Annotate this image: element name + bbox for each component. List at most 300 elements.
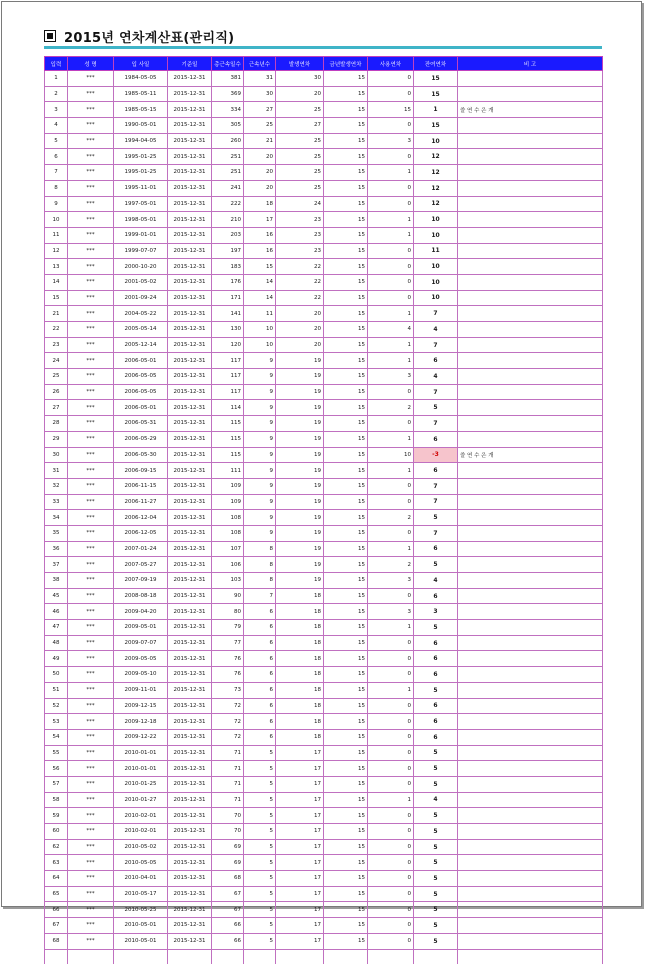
cell-remarks bbox=[458, 667, 603, 683]
cell-remaining: 4 bbox=[414, 369, 458, 385]
cell-this-year: 15 bbox=[324, 102, 368, 118]
cell-this-year: 15 bbox=[324, 776, 368, 792]
cell-total-days: 76 bbox=[212, 651, 244, 667]
cell-name: *** bbox=[68, 149, 114, 165]
cell-accrued: 19 bbox=[276, 447, 324, 463]
table-row bbox=[45, 212, 603, 228]
title-row bbox=[44, 26, 234, 46]
cell-name: *** bbox=[68, 698, 114, 714]
cell-base-date: 2015-12-31 bbox=[168, 384, 212, 400]
cell-accrued: 30 bbox=[276, 71, 324, 87]
cell-total-days: 107 bbox=[212, 541, 244, 557]
cell-hire-date: 2009-05-10 bbox=[114, 667, 168, 683]
cell-used: 0 bbox=[368, 933, 414, 949]
cell-this-year: 15 bbox=[324, 243, 368, 259]
cell-base-date: 2015-12-31 bbox=[168, 447, 212, 463]
cell-base-date: 2015-12-31 bbox=[168, 667, 212, 683]
cell-used: 1 bbox=[368, 212, 414, 228]
table-row bbox=[45, 71, 603, 87]
cell-name: *** bbox=[68, 102, 114, 118]
cell-remaining: 5 bbox=[414, 871, 458, 887]
cell-this-year: 15 bbox=[324, 698, 368, 714]
cell-name: *** bbox=[68, 353, 114, 369]
cell-remaining: 15 bbox=[414, 86, 458, 102]
cell-accrued: 19 bbox=[276, 573, 324, 589]
cell-total-days: 69 bbox=[212, 839, 244, 855]
cell-years: 15 bbox=[244, 259, 276, 275]
cell-remaining: 5 bbox=[414, 620, 458, 636]
cell-accrued: 18 bbox=[276, 714, 324, 730]
cell-no: 32 bbox=[45, 478, 68, 494]
cell-no: 3 bbox=[45, 102, 68, 118]
col-header-remaining: 잔여연차 bbox=[414, 57, 458, 71]
cell-remaining: 10 bbox=[414, 227, 458, 243]
cell-accrued: 25 bbox=[276, 149, 324, 165]
cell-remarks bbox=[458, 322, 603, 338]
cell-remaining: 10 bbox=[414, 259, 458, 275]
cell-remaining: 5 bbox=[414, 933, 458, 949]
cell-used: 0 bbox=[368, 761, 414, 777]
cell-years: 8 bbox=[244, 557, 276, 573]
table-row bbox=[45, 494, 603, 510]
cell-remarks bbox=[458, 180, 603, 196]
cell-no: 9 bbox=[45, 196, 68, 212]
cell-no: 57 bbox=[45, 776, 68, 792]
cell-this-year: 15 bbox=[324, 933, 368, 949]
cell-years: 9 bbox=[244, 431, 276, 447]
cell-no: 26 bbox=[45, 384, 68, 400]
cell-this-year: 15 bbox=[324, 620, 368, 636]
cell-name: *** bbox=[68, 400, 114, 416]
cell-remarks bbox=[458, 243, 603, 259]
cell-remaining: 15 bbox=[414, 118, 458, 134]
cell-total-days: 141 bbox=[212, 306, 244, 322]
cell-name: *** bbox=[68, 118, 114, 134]
cell-this-year: 15 bbox=[324, 557, 368, 573]
cell-years: 5 bbox=[244, 776, 276, 792]
cell-hire-date: 2006-05-31 bbox=[114, 416, 168, 432]
cell-accrued: 20 bbox=[276, 306, 324, 322]
cell-remarks bbox=[458, 149, 603, 165]
cell-this-year: 15 bbox=[324, 682, 368, 698]
cell-years: 5 bbox=[244, 871, 276, 887]
cell-hire-date: 2010-01-25 bbox=[114, 776, 168, 792]
table-row bbox=[45, 886, 603, 902]
cell-name: *** bbox=[68, 322, 114, 338]
cell-total-days: 67 bbox=[212, 886, 244, 902]
cell-base-date: 2015-12-31 bbox=[168, 243, 212, 259]
cell-total-days: 70 bbox=[212, 808, 244, 824]
cell-base-date: 2015-12-31 bbox=[168, 698, 212, 714]
cell-name: *** bbox=[68, 761, 114, 777]
col-header-this-year: 금년발생연차 bbox=[324, 57, 368, 71]
cell-this-year: 15 bbox=[324, 306, 368, 322]
cell-years: 9 bbox=[244, 369, 276, 385]
cell-years: 20 bbox=[244, 149, 276, 165]
cell-this-year: 15 bbox=[324, 824, 368, 840]
cell-used: 3 bbox=[368, 369, 414, 385]
cell-remaining: 10 bbox=[414, 274, 458, 290]
cell-this-year: 15 bbox=[324, 510, 368, 526]
cell-this-year: 15 bbox=[324, 463, 368, 479]
cell-accrued: 17 bbox=[276, 745, 324, 761]
cell-name: *** bbox=[68, 918, 114, 934]
cell-remaining: 4 bbox=[414, 322, 458, 338]
cell-this-year: 15 bbox=[324, 839, 368, 855]
cell-total-days: 183 bbox=[212, 259, 244, 275]
cell-accrued: 24 bbox=[276, 196, 324, 212]
cell-years: 8 bbox=[244, 573, 276, 589]
cell-total-days: 176 bbox=[212, 274, 244, 290]
cell-total-days: 72 bbox=[212, 698, 244, 714]
table-row bbox=[45, 635, 603, 651]
cell-name: *** bbox=[68, 180, 114, 196]
cell-remaining: 5 bbox=[414, 745, 458, 761]
cell-accrued: 18 bbox=[276, 604, 324, 620]
cell-accrued: 17 bbox=[276, 761, 324, 777]
cell-years: 14 bbox=[244, 290, 276, 306]
cell-used: 0 bbox=[368, 667, 414, 683]
cell-name: *** bbox=[68, 792, 114, 808]
cell-remaining: 7 bbox=[414, 337, 458, 353]
cell-hire-date: 2009-12-22 bbox=[114, 729, 168, 745]
cell-base-date: 2015-12-31 bbox=[168, 933, 212, 949]
cell-used: 0 bbox=[368, 698, 414, 714]
cell-years: 9 bbox=[244, 494, 276, 510]
cell-base-date: 2015-12-31 bbox=[168, 400, 212, 416]
cell-this-year: 15 bbox=[324, 322, 368, 338]
table-row bbox=[45, 306, 603, 322]
blank-cell bbox=[212, 949, 244, 964]
table-row bbox=[45, 525, 603, 541]
cell-this-year: 15 bbox=[324, 918, 368, 934]
cell-this-year: 15 bbox=[324, 588, 368, 604]
cell-name: *** bbox=[68, 494, 114, 510]
cell-years: 5 bbox=[244, 792, 276, 808]
cell-base-date: 2015-12-31 bbox=[168, 416, 212, 432]
cell-used: 0 bbox=[368, 635, 414, 651]
cell-no: 15 bbox=[45, 290, 68, 306]
cell-used: 1 bbox=[368, 306, 414, 322]
col-header-name: 성 명 bbox=[68, 57, 114, 71]
cell-remarks bbox=[458, 541, 603, 557]
cell-remaining: 12 bbox=[414, 196, 458, 212]
cell-remarks bbox=[458, 682, 603, 698]
cell-remaining: 10 bbox=[414, 212, 458, 228]
table-row bbox=[45, 792, 603, 808]
cell-accrued: 27 bbox=[276, 118, 324, 134]
cell-remaining: 3 bbox=[414, 604, 458, 620]
cell-accrued: 19 bbox=[276, 416, 324, 432]
cell-base-date: 2015-12-31 bbox=[168, 541, 212, 557]
table-row bbox=[45, 133, 603, 149]
blank-cell bbox=[276, 949, 324, 964]
cell-years: 5 bbox=[244, 933, 276, 949]
table-row bbox=[45, 714, 603, 730]
col-header-hire-date: 입 사일 bbox=[114, 57, 168, 71]
cell-name: *** bbox=[68, 384, 114, 400]
cell-name: *** bbox=[68, 431, 114, 447]
cell-hire-date: 2006-12-05 bbox=[114, 525, 168, 541]
cell-no: 45 bbox=[45, 588, 68, 604]
cell-this-year: 15 bbox=[324, 274, 368, 290]
cell-hire-date: 2007-09-19 bbox=[114, 573, 168, 589]
cell-used: 1 bbox=[368, 165, 414, 181]
cell-total-days: 251 bbox=[212, 165, 244, 181]
cell-hire-date: 1990-05-01 bbox=[114, 118, 168, 134]
cell-hire-date: 2010-05-01 bbox=[114, 933, 168, 949]
cell-remarks bbox=[458, 510, 603, 526]
table-row bbox=[45, 243, 603, 259]
cell-this-year: 15 bbox=[324, 212, 368, 228]
cell-this-year: 15 bbox=[324, 541, 368, 557]
cell-base-date: 2015-12-31 bbox=[168, 761, 212, 777]
cell-name: *** bbox=[68, 745, 114, 761]
cell-base-date: 2015-12-31 bbox=[168, 604, 212, 620]
cell-years: 9 bbox=[244, 510, 276, 526]
cell-no: 28 bbox=[45, 416, 68, 432]
cell-remaining: 5 bbox=[414, 886, 458, 902]
cell-hire-date: 1999-07-07 bbox=[114, 243, 168, 259]
cell-no: 47 bbox=[45, 620, 68, 636]
cell-accrued: 17 bbox=[276, 808, 324, 824]
cell-name: *** bbox=[68, 541, 114, 557]
col-header-years: 근속년수 bbox=[244, 57, 276, 71]
cell-base-date: 2015-12-31 bbox=[168, 635, 212, 651]
cell-used: 0 bbox=[368, 384, 414, 400]
cell-no: 4 bbox=[45, 118, 68, 134]
cell-this-year: 15 bbox=[324, 902, 368, 918]
cell-total-days: 197 bbox=[212, 243, 244, 259]
table-row bbox=[45, 745, 603, 761]
cell-total-days: 260 bbox=[212, 133, 244, 149]
cell-accrued: 22 bbox=[276, 290, 324, 306]
cell-years: 31 bbox=[244, 71, 276, 87]
cell-hire-date: 2007-05-27 bbox=[114, 557, 168, 573]
cell-remarks bbox=[458, 290, 603, 306]
cell-this-year: 15 bbox=[324, 290, 368, 306]
cell-hire-date: 1985-05-11 bbox=[114, 86, 168, 102]
cell-base-date: 2015-12-31 bbox=[168, 102, 212, 118]
cell-years: 5 bbox=[244, 918, 276, 934]
cell-used: 2 bbox=[368, 400, 414, 416]
cell-base-date: 2015-12-31 bbox=[168, 431, 212, 447]
table-row bbox=[45, 776, 603, 792]
cell-remaining: 10 bbox=[414, 290, 458, 306]
cell-remarks: 쓸 연 수 은 개 bbox=[458, 102, 603, 118]
cell-hire-date: 2010-01-01 bbox=[114, 761, 168, 777]
cell-remaining: 1 bbox=[414, 102, 458, 118]
cell-name: *** bbox=[68, 525, 114, 541]
cell-this-year: 15 bbox=[324, 416, 368, 432]
cell-used: 0 bbox=[368, 839, 414, 855]
cell-accrued: 19 bbox=[276, 384, 324, 400]
table-row bbox=[45, 384, 603, 400]
col-header-no: 입력 bbox=[45, 57, 68, 71]
table-row bbox=[45, 761, 603, 777]
cell-remaining: 7 bbox=[414, 494, 458, 510]
cell-hire-date: 2009-07-07 bbox=[114, 635, 168, 651]
cell-total-days: 115 bbox=[212, 447, 244, 463]
cell-total-days: 203 bbox=[212, 227, 244, 243]
cell-years: 16 bbox=[244, 227, 276, 243]
cell-remaining: 5 bbox=[414, 808, 458, 824]
cell-used: 0 bbox=[368, 290, 414, 306]
table-row bbox=[45, 824, 603, 840]
cell-this-year: 15 bbox=[324, 384, 368, 400]
cell-total-days: 108 bbox=[212, 525, 244, 541]
cell-no: 38 bbox=[45, 573, 68, 589]
cell-hire-date: 2001-09-24 bbox=[114, 290, 168, 306]
cell-accrued: 25 bbox=[276, 133, 324, 149]
cell-no: 2 bbox=[45, 86, 68, 102]
cell-accrued: 25 bbox=[276, 165, 324, 181]
cell-years: 9 bbox=[244, 416, 276, 432]
cell-this-year: 15 bbox=[324, 792, 368, 808]
blank-cell bbox=[68, 949, 114, 964]
cell-hire-date: 2009-11-01 bbox=[114, 682, 168, 698]
cell-remaining: 5 bbox=[414, 902, 458, 918]
col-header-remarks: 비 고 bbox=[458, 57, 603, 71]
cell-used: 3 bbox=[368, 573, 414, 589]
cell-remarks bbox=[458, 792, 603, 808]
cell-used: 0 bbox=[368, 745, 414, 761]
cell-name: *** bbox=[68, 729, 114, 745]
cell-used: 3 bbox=[368, 133, 414, 149]
cell-name: *** bbox=[68, 635, 114, 651]
table-row bbox=[45, 698, 603, 714]
cell-remarks bbox=[458, 494, 603, 510]
cell-used: 1 bbox=[368, 792, 414, 808]
cell-no: 1 bbox=[45, 71, 68, 87]
cell-accrued: 19 bbox=[276, 369, 324, 385]
cell-name: *** bbox=[68, 682, 114, 698]
cell-no: 65 bbox=[45, 886, 68, 902]
cell-base-date: 2015-12-31 bbox=[168, 525, 212, 541]
cell-remaining: 5 bbox=[414, 855, 458, 871]
cell-used: 0 bbox=[368, 729, 414, 745]
cell-accrued: 19 bbox=[276, 525, 324, 541]
cell-remaining: 15 bbox=[414, 71, 458, 87]
cell-remarks bbox=[458, 604, 603, 620]
cell-this-year: 15 bbox=[324, 808, 368, 824]
cell-hire-date: 2009-12-18 bbox=[114, 714, 168, 730]
cell-hire-date: 2010-01-01 bbox=[114, 745, 168, 761]
blank-cell bbox=[114, 949, 168, 964]
cell-remarks bbox=[458, 165, 603, 181]
cell-name: *** bbox=[68, 604, 114, 620]
cell-remarks bbox=[458, 902, 603, 918]
cell-remaining: 7 bbox=[414, 525, 458, 541]
cell-hire-date: 2006-12-04 bbox=[114, 510, 168, 526]
cell-base-date: 2015-12-31 bbox=[168, 118, 212, 134]
cell-base-date: 2015-12-31 bbox=[168, 133, 212, 149]
cell-hire-date: 2010-05-05 bbox=[114, 855, 168, 871]
cell-this-year: 15 bbox=[324, 871, 368, 887]
cell-base-date: 2015-12-31 bbox=[168, 212, 212, 228]
cell-remarks bbox=[458, 71, 603, 87]
cell-name: *** bbox=[68, 886, 114, 902]
cell-remarks bbox=[458, 839, 603, 855]
cell-accrued: 20 bbox=[276, 322, 324, 338]
cell-name: *** bbox=[68, 416, 114, 432]
cell-name: *** bbox=[68, 588, 114, 604]
cell-remaining: 5 bbox=[414, 776, 458, 792]
cell-total-days: 108 bbox=[212, 510, 244, 526]
table-row bbox=[45, 290, 603, 306]
cell-hire-date: 2010-05-17 bbox=[114, 886, 168, 902]
cell-used: 0 bbox=[368, 918, 414, 934]
blank-cell bbox=[368, 949, 414, 964]
cell-this-year: 15 bbox=[324, 478, 368, 494]
cell-remarks bbox=[458, 776, 603, 792]
cell-remarks bbox=[458, 714, 603, 730]
cell-hire-date: 2006-11-27 bbox=[114, 494, 168, 510]
cell-total-days: 72 bbox=[212, 729, 244, 745]
cell-used: 0 bbox=[368, 494, 414, 510]
cell-years: 20 bbox=[244, 165, 276, 181]
cell-this-year: 15 bbox=[324, 165, 368, 181]
cell-used: 0 bbox=[368, 71, 414, 87]
cell-this-year: 15 bbox=[324, 400, 368, 416]
cell-no: 66 bbox=[45, 902, 68, 918]
table-row bbox=[45, 682, 603, 698]
cell-this-year: 15 bbox=[324, 369, 368, 385]
cell-this-year: 15 bbox=[324, 494, 368, 510]
cell-this-year: 15 bbox=[324, 447, 368, 463]
cell-name: *** bbox=[68, 871, 114, 887]
cell-hire-date: 2006-05-05 bbox=[114, 369, 168, 385]
cell-base-date: 2015-12-31 bbox=[168, 478, 212, 494]
cell-used: 3 bbox=[368, 604, 414, 620]
cell-hire-date: 2010-04-01 bbox=[114, 871, 168, 887]
cell-no: 63 bbox=[45, 855, 68, 871]
cell-years: 5 bbox=[244, 761, 276, 777]
cell-total-days: 334 bbox=[212, 102, 244, 118]
cell-used: 0 bbox=[368, 588, 414, 604]
cell-remaining: 7 bbox=[414, 478, 458, 494]
cell-years: 18 bbox=[244, 196, 276, 212]
cell-years: 6 bbox=[244, 620, 276, 636]
cell-no: 54 bbox=[45, 729, 68, 745]
cell-total-days: 71 bbox=[212, 745, 244, 761]
cell-total-days: 106 bbox=[212, 557, 244, 573]
blank-cell bbox=[414, 949, 458, 964]
cell-hire-date: 2010-05-25 bbox=[114, 902, 168, 918]
cell-years: 6 bbox=[244, 682, 276, 698]
cell-no: 60 bbox=[45, 824, 68, 840]
cell-base-date: 2015-12-31 bbox=[168, 855, 212, 871]
cell-remarks bbox=[458, 259, 603, 275]
cell-remarks bbox=[458, 353, 603, 369]
cell-total-days: 77 bbox=[212, 635, 244, 651]
cell-total-days: 381 bbox=[212, 71, 244, 87]
cell-years: 27 bbox=[244, 102, 276, 118]
cell-remaining: 6 bbox=[414, 698, 458, 714]
cell-this-year: 15 bbox=[324, 667, 368, 683]
cell-accrued: 20 bbox=[276, 337, 324, 353]
cell-total-days: 76 bbox=[212, 667, 244, 683]
cell-years: 9 bbox=[244, 478, 276, 494]
cell-remarks bbox=[458, 86, 603, 102]
cell-no: 11 bbox=[45, 227, 68, 243]
cell-base-date: 2015-12-31 bbox=[168, 494, 212, 510]
cell-remaining: 7 bbox=[414, 384, 458, 400]
cell-this-year: 15 bbox=[324, 745, 368, 761]
table-row bbox=[45, 541, 603, 557]
cell-remarks bbox=[458, 212, 603, 228]
cell-total-days: 66 bbox=[212, 933, 244, 949]
